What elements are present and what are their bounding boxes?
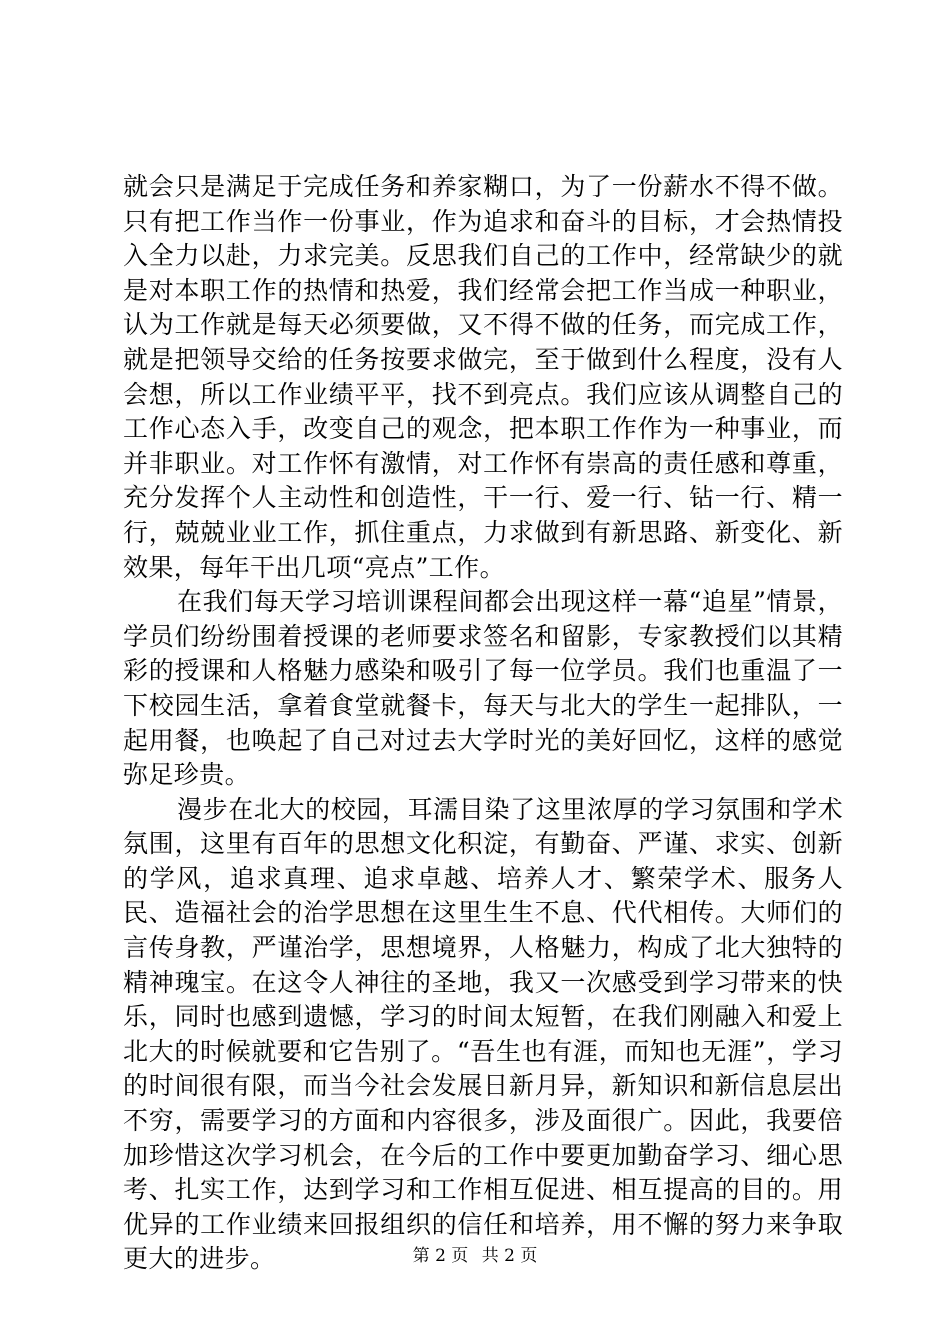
- page-total: 共 2 页: [481, 1246, 538, 1266]
- paragraph-1: 就会只是满足于完成任务和养家糊口，为了一份薪水不得不做。只有把工作当作一份事业，作为追求和奋斗的目标，才会热情投入全力以赴，力求完美。反思我们自己的工作中，经常缺少的就是对本职工作的热情和热爱，我们经常会把工作当成一种职业，认为工作就是每天必须要做，又不得不做的任务，而完成工作，就是把领导交给的任务按要求做完，至于做到什么程度，没有人会想，所以工作业绩平平，找不到亮点。我们应该从调整自己的工作心态入手，改变自己的观念，把本职工作作为一种事业，而并非职业。对工作怀有激情，对工作怀有崇高的责任感和尊重，充分发挥个人主动性和创造性，干一行、爱一行、钻一行、精一行，兢兢业业工作，抓住重点，力求做到有新思路、新变化、新效果，每年干出几项“亮点”工作。: [123, 172, 843, 582]
- paragraph-2: 在我们每天学习培训课程间都会出现这样一幕“追星”情景，学员们纷纷围着授课的老师要求签名和留影，专家教授们以其精彩的授课和人格魅力感染和吸引了每一位学员。我们也重温了一下校园生活，拿着食堂就餐卡，每天与北大的学生一起排队，一起用餐，也唤起了自己对过去大学时光的美好回忆，这样的感觉弥足珍贵。: [123, 587, 843, 790]
- page-footer: [0, 1245, 950, 1267]
- paragraph-3: 漫步在北大的校园，耳濡目染了这里浓厚的学习氛围和学术氛围，这里有百年的思想文化积淀，有勤奋、严谨、求实、创新的学风，追求真理、追求卓越、培养人才、繁荣学术、服务人民、造福社会的治学思想在这里生生不息、代代相传。大师们的言传身教，严谨治学，思想境界，人格魅力，构成了北大独特的精神瑰宝。在这令人神往的圣地，我又一次感受到学习带来的快乐，同时也感到遗憾，学习的时间太短暂，在我们刚融入和爱上北大的时候就要和它告别了。“吾生也有涯，而知也无涯”，学习的时间很有限，而当今社会发展日新月异，新知识和新信息层出不穷，需要学习的方面和内容很多，涉及面很广。因此，我要倍加珍惜这次学习机会，在今后的工作中要更加勤奋学习、细心思考、扎实工作，达到学习和工作相互促进、相互提高的目的。用优异的工作业绩来回报组织的信任和培养，用不懈的努力来争取更大的进步。: [123, 794, 843, 1274]
- page-number: 第 2 页: [412, 1246, 469, 1266]
- document-body: [123, 170, 843, 1277]
